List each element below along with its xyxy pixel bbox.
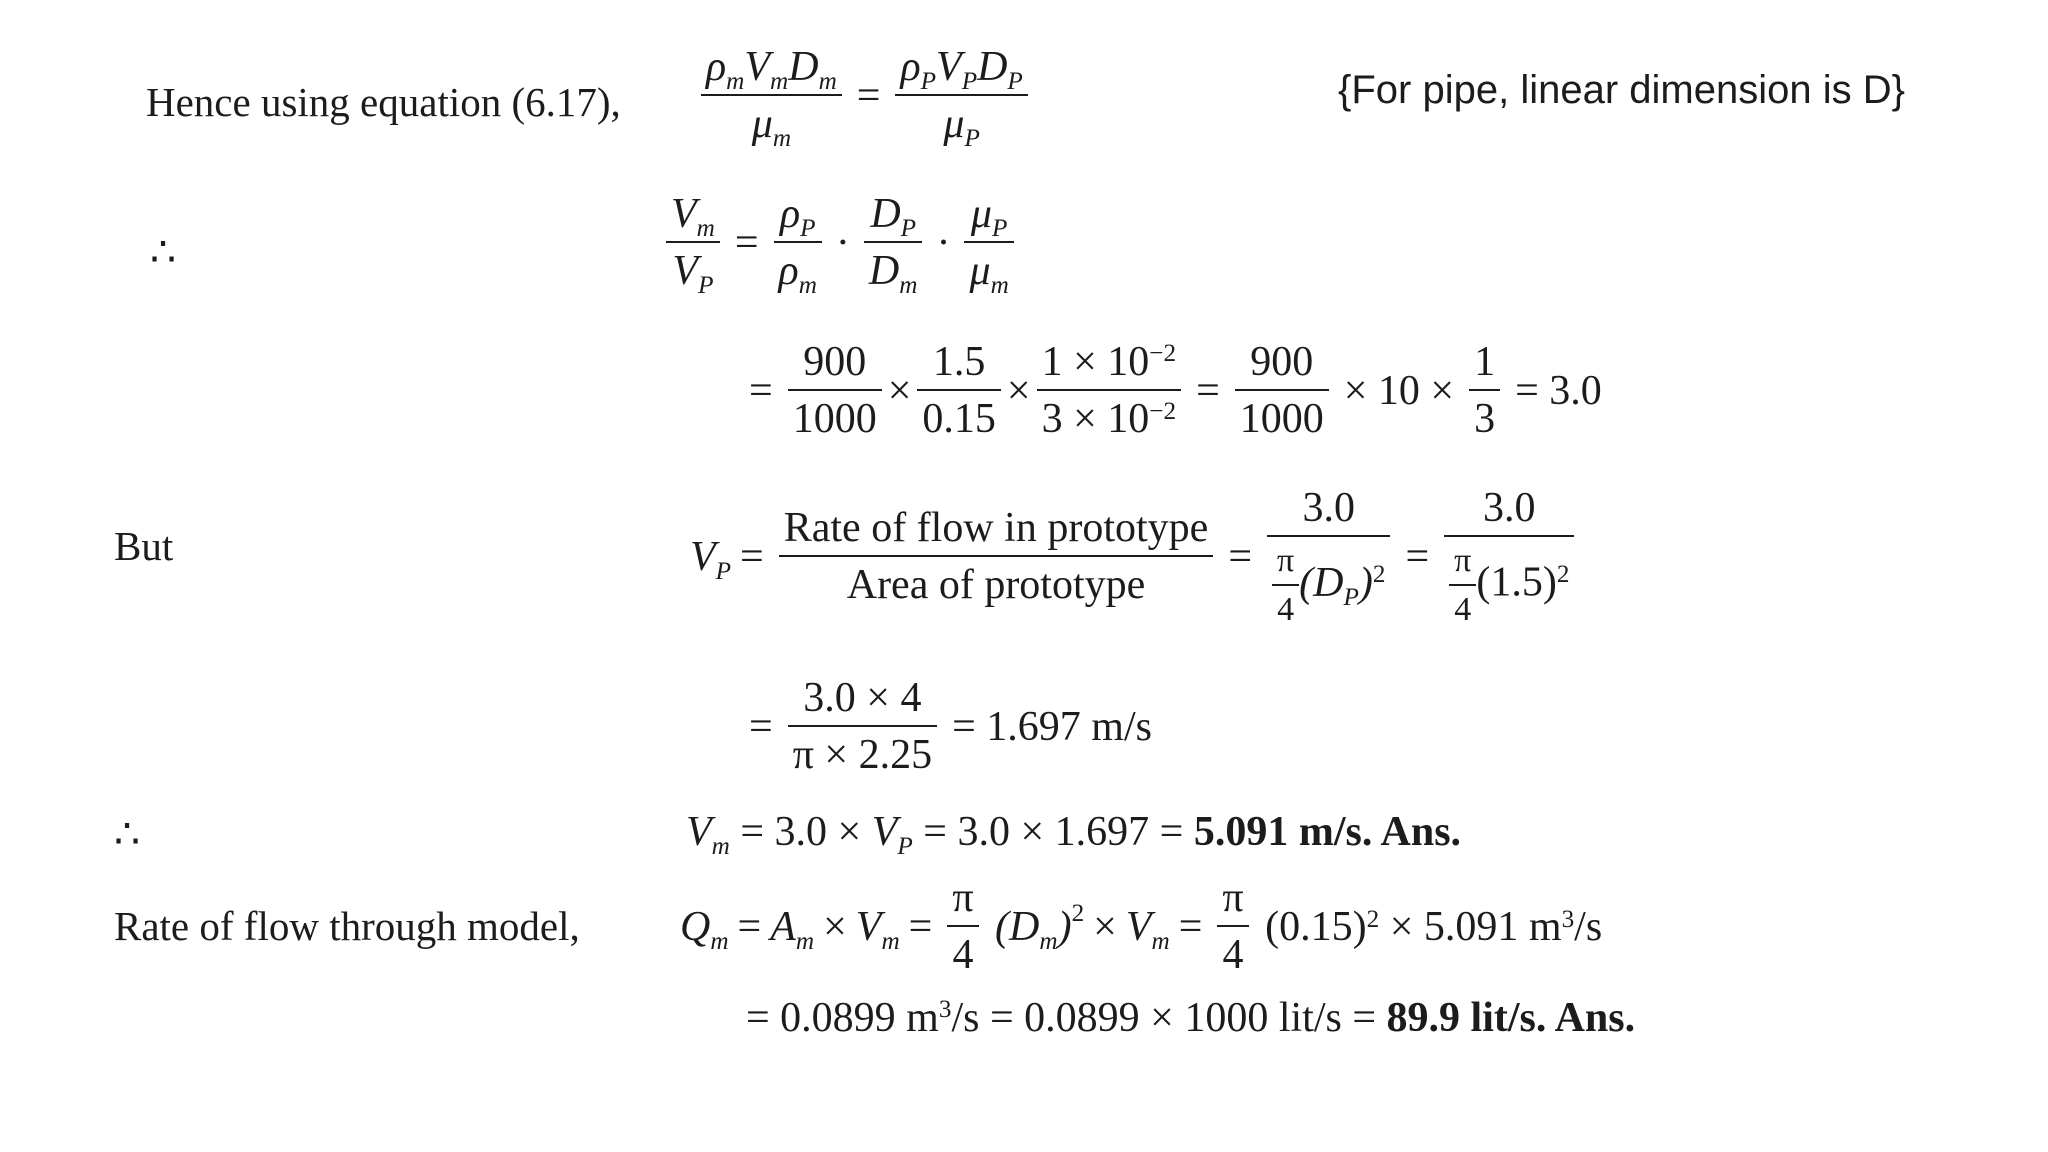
but-label: But — [114, 523, 174, 569]
model-velocity-result: $V_m = 3.0 \times V_P = 3.0 \times 1.697 = 5.091$ m/s. Ans. — [686, 809, 1462, 860]
therefore-symbol-2: ∴ — [114, 811, 141, 857]
rate-of-flow-label: Rate of flow through model, — [114, 903, 580, 949]
velocity-ratio-numeric: = $\frac{900}{1000}$ × $\frac{1.5}{0.15}$ × $\frac{1 \times 10^{-2}}{3 \times 10^{-2}}$ = $\frac{900}{1000}$ × 10 × $\frac{1}{3}$ = 3.0 — [749, 339, 1602, 443]
reynolds-equation: $\frac{\rho_mV_mD_m}{\mu_m}$ = $\frac{\rho_PV_PD_P}{\mu_P}$ — [695, 45, 1034, 148]
therefore-symbol-1: ∴ — [150, 229, 177, 275]
intro-text: Hence using equation (6.17), — [146, 79, 621, 125]
model-flow-result: = 0.0899 $m^3/s = 0.0899 \times 1000$ lit/s = 89.9 lit/s. Ans. — [746, 995, 1636, 1041]
prototype-velocity-equation: $V_P$ = $\frac{\text{Rate of flow in prototype}}{\text{Area of prototype}}$ = 3.0 $\frac{\pi}{4}$ $(D_P)^2$ = 3.0 $\frac{\pi}{4}$ $(1.5)^2$ — [690, 486, 1580, 629]
pipe-note: {For pipe, linear dimension is D} — [1338, 68, 1905, 112]
velocity-ratio-equation: $\frac{V_m}{V_P}$ = $\frac{\rho_P}{\rho_m}$ · $\frac{D_P}{D_m}$ · $\frac{\mu_P}{\mu_m}$ — [660, 192, 1020, 295]
prototype-velocity-result: = $\frac{3.0 \times 4}{\pi \times 2.25}$ = 1.697 m/s — [749, 675, 1152, 779]
model-flow-equation: $Q_m$ = $A_m$ × $V_m$ = $\frac{\pi}{4}$ $(D_m)$ $^2$ × $V_m$ = $\frac{\pi}{4}$ $(0.15)^2 \times 5.091$ $m^3/s$ — [680, 875, 1603, 979]
